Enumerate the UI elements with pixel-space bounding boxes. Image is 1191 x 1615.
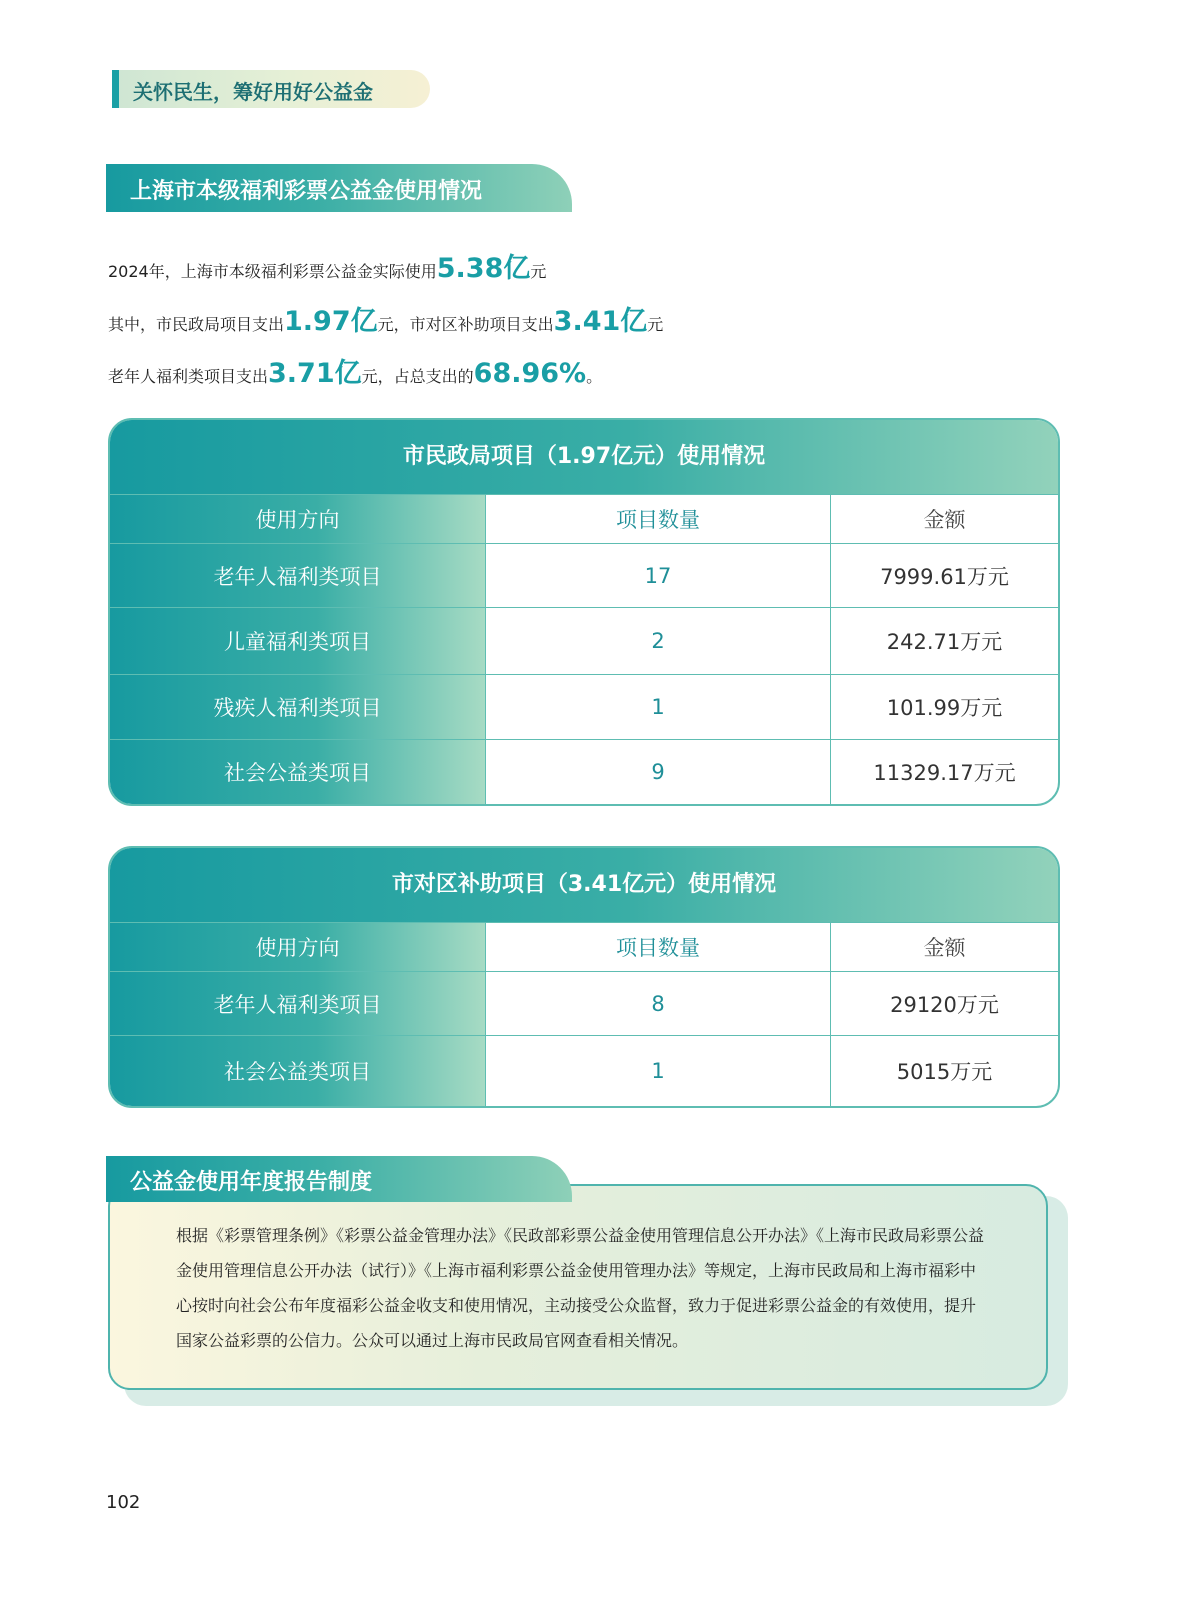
summary-percent: 68.96% bbox=[473, 358, 587, 389]
summary-text: 元，占总支出的 bbox=[361, 367, 474, 386]
table-title: 市民政局项目（1.97亿元）使用情况 bbox=[110, 420, 1058, 494]
cell-count: 2 bbox=[486, 608, 831, 674]
table-row bbox=[110, 674, 1058, 739]
summary-amount-total: 5.38亿 bbox=[436, 253, 531, 284]
cell-direction: 社会公益类项目 bbox=[110, 1036, 486, 1106]
column-header-count: 项目数量 bbox=[486, 495, 831, 543]
column-header-count: 项目数量 bbox=[486, 923, 831, 971]
cell-amount: 7999.61万元 bbox=[880, 564, 1009, 589]
cell-amount: 29120万元 bbox=[890, 992, 999, 1017]
summary-text: 元 bbox=[530, 262, 547, 281]
summary-text: 元 bbox=[647, 315, 664, 334]
column-header-amount: 金额 bbox=[923, 936, 966, 960]
table-row bbox=[110, 739, 1058, 804]
cell-count: 1 bbox=[486, 675, 831, 739]
section-title-report: 公益金使用年度报告制度 bbox=[130, 1170, 373, 1195]
section-title-usage: 上海市本级福利彩票公益金使用情况 bbox=[130, 179, 483, 204]
cell-count: 9 bbox=[486, 740, 831, 804]
table-row bbox=[110, 607, 1058, 674]
table-header-row bbox=[110, 494, 1058, 543]
cell-count: 1 bbox=[486, 1036, 831, 1106]
district-subsidy-table bbox=[108, 846, 1060, 1108]
cell-amount: 242.71万元 bbox=[886, 630, 1003, 654]
summary-line-1 bbox=[108, 246, 546, 285]
chapter-tag bbox=[112, 70, 430, 108]
summary-amount-district: 3.41亿 bbox=[553, 306, 648, 337]
table-title: 市对区补助项目（3.41亿元）使用情况 bbox=[110, 848, 1058, 922]
summary-amount-bureau: 1.97亿 bbox=[284, 306, 378, 337]
chapter-tag-label: 关怀民生，筹好用好公益金 bbox=[133, 80, 373, 104]
summary-line-2 bbox=[108, 299, 663, 338]
cell-direction: 残疾人福利类项目 bbox=[110, 675, 486, 739]
page-number: 102 bbox=[106, 1492, 141, 1513]
column-header-direction: 使用方向 bbox=[110, 495, 486, 543]
summary-text: 2024年，上海市本级福利彩票公益金实际使用 bbox=[108, 262, 437, 281]
section-banner-usage bbox=[106, 164, 572, 212]
summary-text: 老年人福利类项目支出 bbox=[108, 367, 269, 386]
column-header-amount: 金额 bbox=[923, 508, 966, 532]
report-body: 根据《彩票管理条例》《彩票公益金管理办法》《民政部彩票公益金使用管理信息公开办法》《上海市民政局彩票公益金使用管理信息公开办法（试行）》《上海市福利彩票公益金使用管理办法》等规定，上海市民政局和上海市福彩中心按时向社会公布年度福彩公益金收支和使用情况，主动接受公众监督，致力于促进彩票公益金的有效使用，提升国家公益彩票的公信力。公众可以通过上海市民政局官网查看相关情况。 bbox=[176, 1226, 985, 1350]
bureau-projects-table bbox=[108, 418, 1060, 806]
summary-amount-elderly: 3.71亿 bbox=[268, 358, 362, 389]
section-banner-report bbox=[106, 1156, 572, 1202]
table-header-row bbox=[110, 922, 1058, 971]
cell-direction: 老年人福利类项目 bbox=[110, 972, 486, 1035]
cell-direction: 社会公益类项目 bbox=[110, 740, 486, 804]
cell-direction: 儿童福利类项目 bbox=[110, 608, 486, 674]
cell-amount: 11329.17万元 bbox=[873, 761, 1016, 785]
column-header-direction: 使用方向 bbox=[110, 923, 486, 971]
report-box bbox=[108, 1184, 1048, 1390]
table-row bbox=[110, 543, 1058, 607]
summary-text: 其中，市民政局项目支出 bbox=[108, 315, 285, 334]
cell-count: 8 bbox=[486, 972, 831, 1035]
summary-text: 元，市对区补助项目支出 bbox=[377, 315, 554, 334]
summary-text: 。 bbox=[586, 367, 603, 386]
table-row bbox=[110, 971, 1058, 1035]
cell-amount: 101.99万元 bbox=[886, 696, 1003, 720]
cell-amount: 5015万元 bbox=[896, 1060, 993, 1084]
table-row bbox=[110, 1035, 1058, 1106]
cell-direction: 老年人福利类项目 bbox=[110, 544, 486, 607]
summary-line-3 bbox=[108, 351, 602, 390]
cell-count: 17 bbox=[486, 544, 831, 607]
